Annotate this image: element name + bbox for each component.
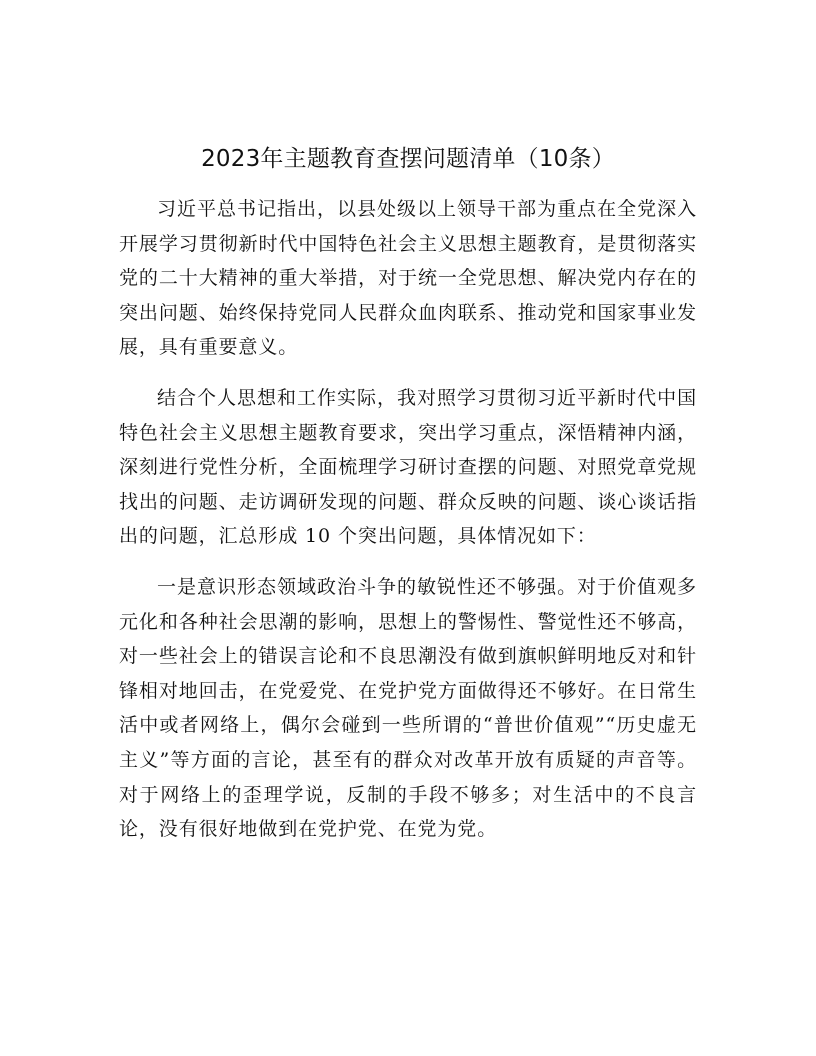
document-body xyxy=(119,192,697,863)
paragraph-context: 结合个人思想和工作实际，我对照学习贯彻习近平新时代中国特色社会主义思想主题教育要求，突出学习重点，深悟精神内涵，深刻进行党性分析，全面梳理学习研讨查摆的问题、对照党章党规找出的问题、走访调研发现的问题、群众反映的问题、谈心谈话指出的问题，汇总形成 10 个突出问题，具体情况如下： xyxy=(119,386,697,548)
document-title: 2023年主题教育查摆问题清单（10条） xyxy=(201,146,615,172)
paragraph-intro: 习近平总书记指出，以县处级以上领导干部为重点在全党深入开展学习贯彻新时代中国特色社会主义思想主题教育，是贯彻落实党的二十大精神的重大举措，对于统一全党思想、解决党内存在的突出问题、始终保持党同人民群众血肉联系、推动党和国家事业发展，具有重要意义。 xyxy=(119,198,697,359)
paragraph-issue-one: 一是意识形态领域政治斗争的敏锐性还不够强。对于价值观多元化和各种社会思潮的影响，思想上的警惕性、警觉性还不够高，对一些社会上的错误言论和不良思潮没有做到旗帜鲜明地反对和针锋相对地回击，在党爱党、在党护党方面做得还不够好。在日常生活中或者网络上，偶尔会碰到一些所谓的“普世价值观”“历史虚无主义”等方面的言论，甚至有的群众对改革开放有质疑的声音等。对于网络上的歪理学说，反制的手段不够多；对生活中的不良言论，没有很好地做到在党护党、在党为党。 xyxy=(119,575,697,841)
